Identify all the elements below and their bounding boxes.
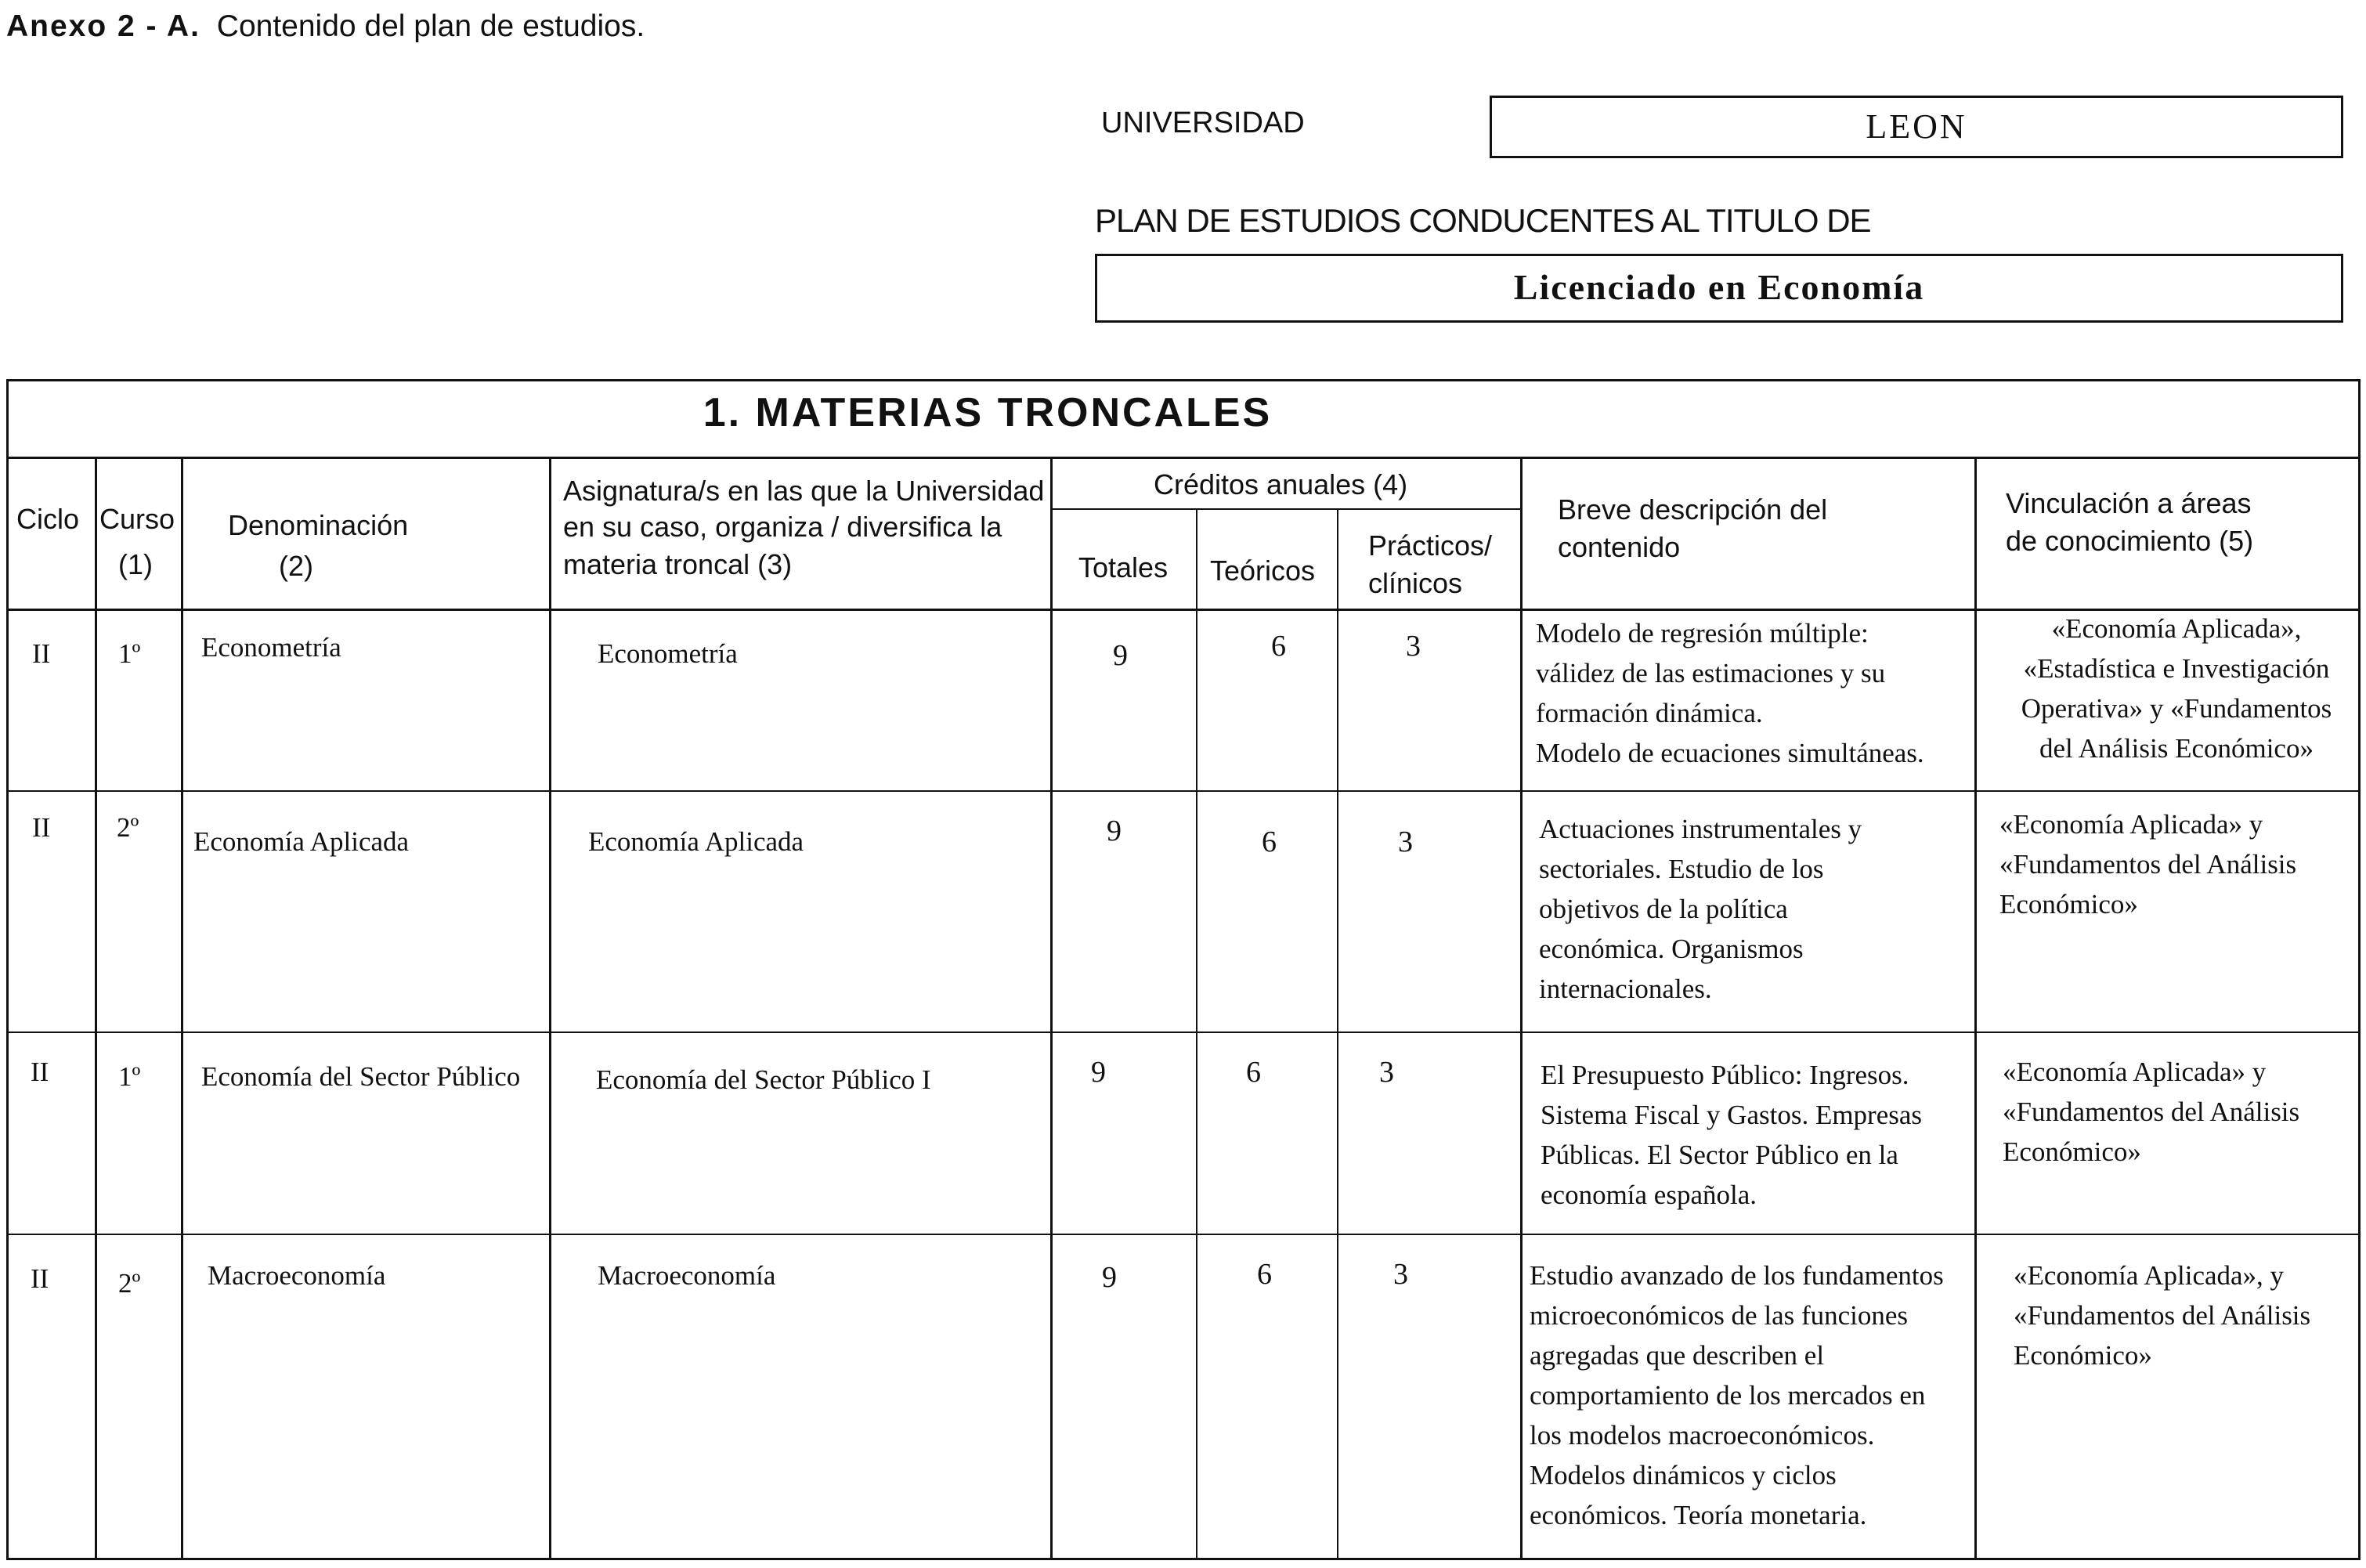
- row2-asignatura: Economía Aplicada: [588, 826, 804, 857]
- row1-vinculacion-line: del Análisis Económico»: [2039, 733, 2314, 764]
- row1-asignatura: Econometría: [598, 638, 738, 669]
- row2-descripcion: [1539, 809, 1862, 1009]
- row4-vinculacion-line: Económico»: [2014, 1340, 2152, 1371]
- row4-curso: 2º: [118, 1268, 141, 1299]
- header-practicos-line2: clínicos: [1368, 567, 1463, 599]
- row3-denominacion: Economía del Sector Público: [201, 1061, 521, 1092]
- university-label: UNIVERSIDAD: [1101, 107, 1305, 139]
- row3-practicos: 3: [1379, 1056, 1394, 1089]
- row2-descripcion-line: internacionales.: [1539, 974, 1712, 1004]
- row1-descripcion-line: Modelo de ecuaciones simultáneas.: [1536, 738, 1924, 768]
- header-vinculacion-line1: Vinculación a áreas: [2006, 487, 2252, 519]
- col-divider-teoricos: [1337, 508, 1338, 1558]
- header-practicos-line1: Prácticos/: [1368, 529, 1493, 562]
- col-divider-totales: [1196, 508, 1197, 1558]
- row4-teoricos: 6: [1257, 1258, 1272, 1291]
- materias-troncales-table: [6, 379, 2361, 1560]
- row4-descripcion-line: los modelos macroeconómicos.: [1530, 1420, 1875, 1451]
- row1-descripcion-line: formación dinámica.: [1536, 698, 1763, 728]
- row2-descripcion-line: Actuaciones instrumentales y: [1539, 814, 1862, 844]
- row3-descripcion-line: economía española.: [1541, 1180, 1757, 1210]
- row3-vinculacion-line: «Economía Aplicada» y: [2003, 1057, 2267, 1087]
- row3-descripcion-line: El Presupuesto Público: Ingresos.: [1541, 1060, 1909, 1090]
- col-divider-curso: [181, 457, 183, 1558]
- row1-descripcion-line: válidez de las estimaciones y su: [1536, 658, 1886, 688]
- creditos-divider: [1050, 508, 1520, 510]
- row3-curso: 1º: [118, 1061, 141, 1092]
- row2-vinculacion-line: Económico»: [1999, 889, 2138, 919]
- col-divider-ciclo: [95, 457, 97, 1558]
- row4-vinculacion-line: «Economía Aplicada», y: [2014, 1260, 2285, 1291]
- header-asignatura-line2: en su caso, organiza / diversifica la: [563, 511, 1002, 543]
- row3-descripcion-line: Sistema Fiscal y Gastos. Empresas: [1541, 1100, 1923, 1130]
- row-divider-1: [9, 790, 2358, 792]
- row4-asignatura: Macroeconomía: [598, 1260, 776, 1291]
- row3-vinculacion-line: Económico»: [2003, 1136, 2141, 1167]
- row3-descripcion-line: Públicas. El Sector Público en la: [1541, 1140, 1898, 1170]
- row4-descripcion-line: microeconómicos de las funciones: [1530, 1300, 1909, 1331]
- header-asignatura-line1: Asignatura/s en las que la Universidad: [563, 475, 1045, 507]
- col-divider-creditos: [1520, 457, 1523, 1558]
- row3-vinculacion: [2003, 1052, 2299, 1172]
- section-title: 1. MATERIAS TRONCALES: [703, 390, 1273, 435]
- header-descripcion-line1: Breve descripción del: [1558, 493, 1828, 526]
- header-curso-note: (1): [118, 548, 153, 580]
- row4-practicos: 3: [1393, 1258, 1408, 1291]
- row1-descripcion-line: Modelo de regresión múltiple:: [1536, 618, 1869, 649]
- header-curso: Curso: [99, 503, 175, 535]
- row2-descripcion-line: sectoriales. Estudio de los: [1539, 854, 1824, 884]
- header-totales: Totales: [1078, 551, 1169, 583]
- row1-vinculacion-line: «Economía Aplicada»,: [2051, 613, 2302, 644]
- annex-text: Contenido del plan de estudios.: [216, 9, 645, 43]
- row4-descripcion-line: Estudio avanzado de los fundamentos: [1530, 1260, 1944, 1291]
- row2-vinculacion-line: «Economía Aplicada» y: [1999, 809, 2263, 840]
- row4-descripcion-line: comportamiento de los mercados en: [1530, 1380, 1926, 1411]
- plan-label: PLAN DE ESTUDIOS CONDUCENTES AL TITULO DE: [1095, 202, 1871, 239]
- row1-ciclo: II: [32, 638, 51, 669]
- row1-totales: 9: [1113, 639, 1128, 672]
- row2-descripcion-line: objetivos de la política: [1539, 894, 1788, 924]
- row3-totales: 9: [1091, 1056, 1106, 1089]
- row-divider-2: [9, 1031, 2358, 1033]
- university-field: LEON: [1490, 96, 2343, 158]
- row4-totales: 9: [1102, 1261, 1117, 1294]
- title-divider: [9, 457, 2358, 459]
- annex-label: Anexo 2 - A.: [6, 9, 200, 43]
- row3-descripcion: [1541, 1055, 1922, 1215]
- header-teoricos: Teóricos: [1210, 555, 1316, 587]
- row4-ciclo: II: [31, 1263, 49, 1294]
- row4-denominacion: Macroeconomía: [208, 1260, 386, 1291]
- row3-vinculacion-line: «Fundamentos del Análisis: [2003, 1097, 2300, 1127]
- annex-heading: [6, 9, 645, 44]
- row1-practicos: 3: [1406, 630, 1421, 663]
- row1-vinculacion-line: «Estadística e Investigación: [2023, 653, 2330, 684]
- header-descripcion-line2: contenido: [1558, 531, 1681, 563]
- row4-descripcion-line: Modelos dinámicos y ciclos: [1530, 1460, 1837, 1490]
- header-ciclo: Ciclo: [16, 503, 80, 535]
- row4-descripcion-line: económicos. Teoría monetaria.: [1530, 1500, 1867, 1530]
- row2-ciclo: II: [32, 812, 51, 843]
- row4-vinculacion-line: «Fundamentos del Análisis: [2014, 1300, 2311, 1331]
- col-divider-denominacion: [549, 457, 551, 1558]
- col-divider-asignatura: [1050, 457, 1053, 1558]
- row4-descripcion-line: agregadas que describen el: [1530, 1340, 1825, 1371]
- row3-asignatura: Economía del Sector Público I: [596, 1064, 931, 1095]
- header-creditos: Créditos anuales (4): [1154, 468, 1408, 500]
- header-denominacion: Denominación: [228, 509, 409, 541]
- row1-descripcion: [1536, 613, 1924, 773]
- row2-teoricos: 6: [1262, 826, 1277, 858]
- header-denominacion-note: (2): [279, 550, 313, 582]
- row2-vinculacion: [1999, 804, 2296, 924]
- header-vinculacion-line2: de conocimiento (5): [2006, 525, 2254, 557]
- row2-practicos: 3: [1398, 826, 1413, 858]
- row2-denominacion: Economía Aplicada: [193, 826, 410, 857]
- row-divider-3: [9, 1234, 2358, 1235]
- row1-curso: 1º: [118, 638, 141, 669]
- row3-teoricos: 6: [1246, 1056, 1261, 1089]
- row2-totales: 9: [1107, 815, 1122, 847]
- row3-ciclo: II: [31, 1057, 49, 1087]
- header-asignatura-line3: materia troncal (3): [563, 548, 793, 580]
- row2-curso: 2º: [117, 812, 139, 843]
- row2-descripcion-line: económica. Organismos: [1539, 934, 1804, 964]
- col-divider-descripcion: [1974, 457, 1977, 1558]
- row4-vinculacion: [2014, 1255, 2310, 1375]
- row4-descripcion: [1530, 1255, 1944, 1535]
- row2-vinculacion-line: «Fundamentos del Análisis: [1999, 849, 2297, 880]
- degree-title-field: Licenciado en Economía: [1095, 254, 2343, 323]
- row1-denominacion: Econometría: [201, 632, 341, 663]
- row1-teoricos: 6: [1271, 630, 1286, 663]
- row1-vinculacion-line: Operativa» y «Fundamentos: [2021, 693, 2332, 724]
- row1-vinculacion: [1995, 609, 2358, 768]
